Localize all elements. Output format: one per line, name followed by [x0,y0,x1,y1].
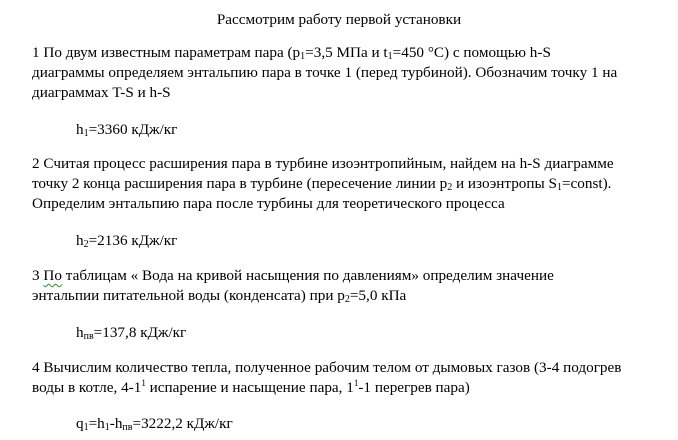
subscript: пв [122,422,133,433]
subscript: 2 [447,182,453,193]
paragraph-line [32,378,672,398]
superscript: 1 [353,378,359,388]
paragraph-line: 2 Считая процесс расширения пара в турбине изоэнтропийным, найдем на h-S диаграмме [32,155,614,172]
text-run: =3360 кДж/кг [88,121,178,138]
text-run: =const). [561,175,612,192]
subscript: 1 [387,51,393,62]
paragraph-line: Определим энтальпию пара после турбины для теоретического процесса [32,195,505,212]
formula-h1 [76,120,177,140]
subscript: 1 [83,128,89,139]
text-run: =137,8 кДж/кг [93,324,187,341]
subscript: 1 [300,51,306,62]
text-run: -1 перегрев пара) [358,379,470,396]
text-run: испарение и насыщение пара, 1 [145,379,354,396]
paragraph-step-2 [32,154,672,214]
paragraph-line: диаграммы определяем энтальпию пара в точке 1 (перед турбиной). Обозначим точку 1 на [32,64,618,81]
text-run: =2136 кДж/кг [88,232,178,249]
spellcheck-underlined-word: По [43,267,62,284]
paragraph-line: 4 Вычислим количество тепла, полученное рабочим телом от дымовых газов (3-4 подогрев [32,359,622,376]
text-run: и изоэнтропы S [452,175,557,192]
paragraph-line: диаграммах T-S и h-S [32,84,171,101]
text-run: =5,0 кПа [349,287,407,304]
subscript: 1 [83,422,89,433]
subscript: 1 [104,422,110,433]
formula-hpv [76,323,186,343]
subscript: пв [83,331,94,342]
subscript: 2 [83,239,89,250]
paragraph-line [32,43,672,63]
text-run: -h [109,415,123,432]
formula-q1 [76,414,233,434]
text-run: воды в котле, 4-1 [32,379,142,396]
paragraph-step-3 [32,266,672,306]
subscript: 1 [556,182,562,193]
text-run: точку 2 конца расширения пара в турбине (пересечение линии p [32,175,448,192]
paragraph-step-1 [32,43,672,103]
text-run: =450 °C) с помощью h-S [392,44,551,61]
text-run: =3222,2 кДж/кг [132,415,233,432]
paragraph-line [32,174,672,194]
superscript: 1 [141,378,146,388]
text-run: h [76,324,84,341]
paragraph-step-4 [32,358,672,398]
text-run: q [76,415,84,432]
paragraph-line [32,286,672,306]
paragraph-line [32,266,672,286]
text-run: =h [88,415,105,432]
subscript: 2 [344,294,350,305]
document-title: Рассмотрим работу первой установки [216,11,462,28]
text-run: h [76,232,84,249]
formula-h2 [76,231,177,251]
text-run: =3,5 МПа и t [305,44,388,61]
text-run: 3 [32,267,44,284]
text-run: 1 По двум известным параметрам пара (p [32,44,301,61]
text-run: таблицам « Вода на кривой насыщения по давлениям» определим значение [61,267,554,284]
text-run: энтальпии питательной воды (конденсата) при p [32,287,345,304]
text-run: h [76,121,84,138]
